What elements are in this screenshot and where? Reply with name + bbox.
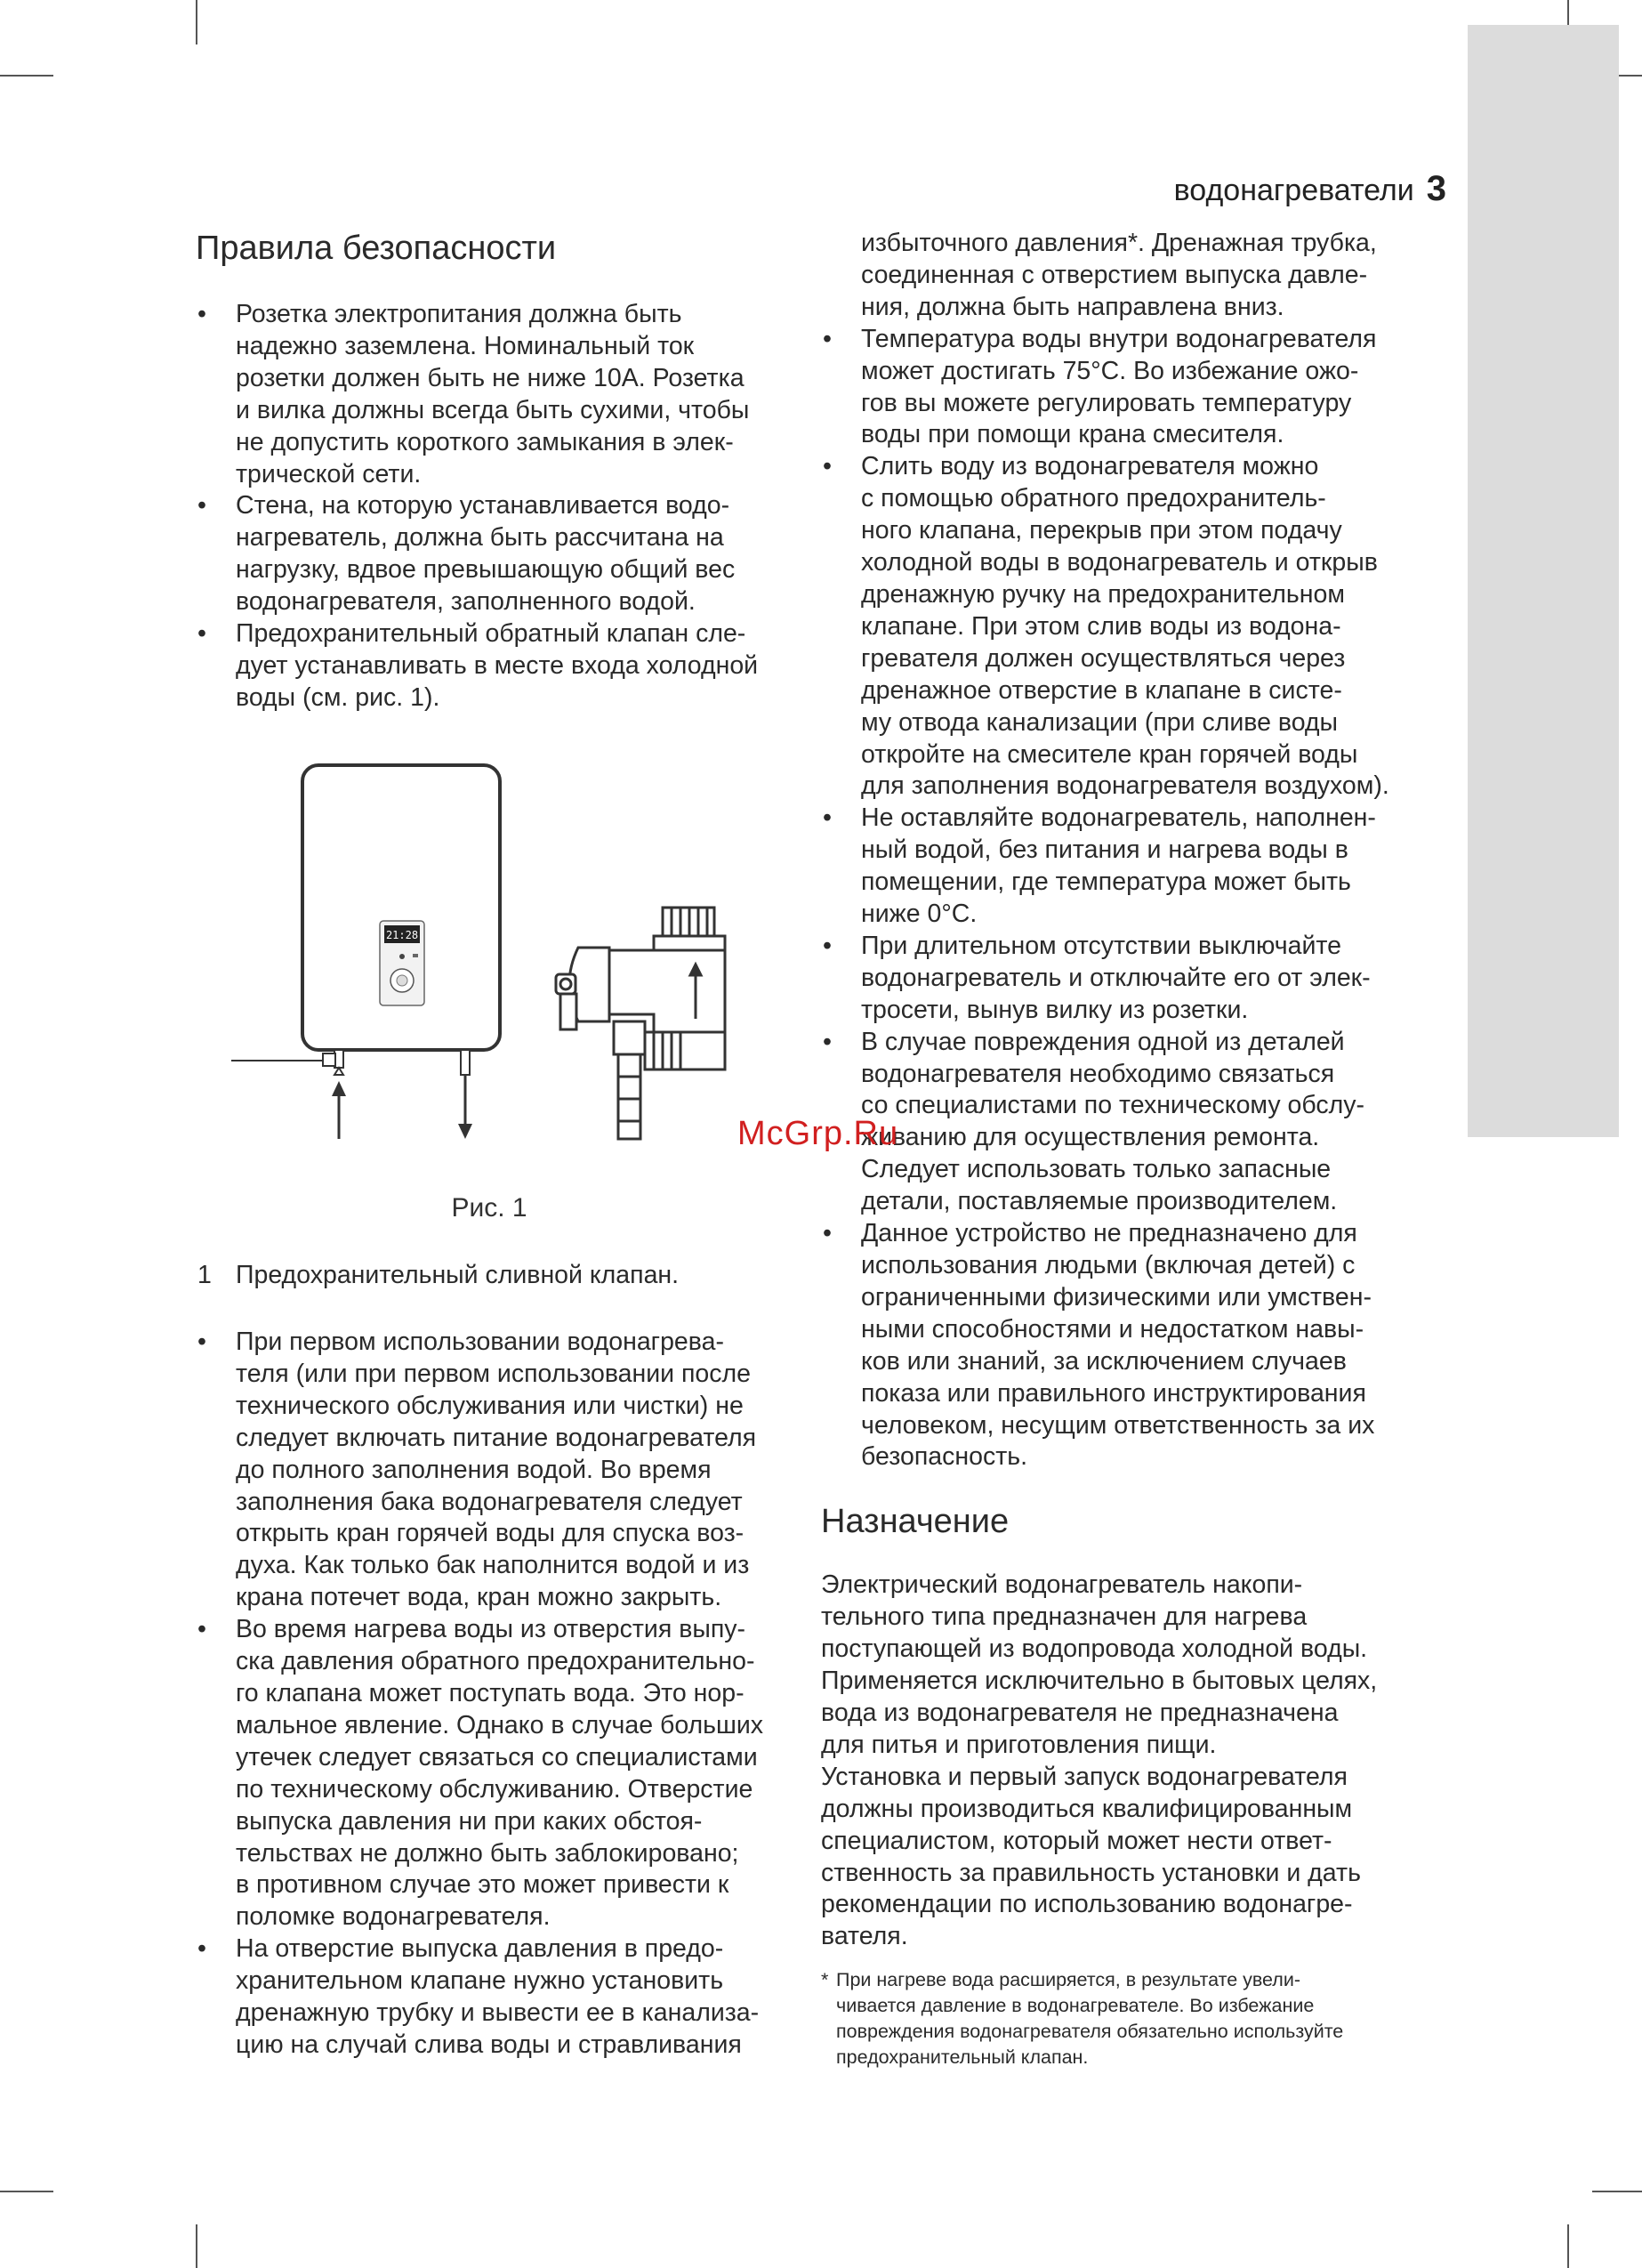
- right-column: [821, 228, 1426, 2070]
- crop-mark: [1592, 2191, 1642, 2192]
- footnote: [821, 1967, 1426, 2070]
- note-number: 1: [197, 1260, 212, 1289]
- crop-mark: [0, 75, 53, 77]
- list-item: • При первом использовании водонагрева- теля (или при первом использовании после технического обслуживания или чистки) не следует включать питание водонагревателя до полного заполнения водой. Во время заполнения бака водонагревателя следует открыть кран горячей воды для спуска воз- духа. Как только бак наполнится водой и из крана потечет вода, кран можно закрыть.: [196, 1327, 783, 1614]
- figure-water-heater: [196, 747, 783, 1157]
- valve-small: [323, 1053, 335, 1066]
- chapter-tab: [1468, 25, 1619, 1137]
- running-header: [1174, 169, 1446, 209]
- header-title: водонагреватели: [1173, 174, 1414, 207]
- purpose-paragraph: Установка и первый запуск водонагревателя должны производиться квалифицированным специалистом, который может нести ответ- ственность за правильность установки и дать рекомендации по использованию водонагре- вателя.: [821, 1762, 1361, 1951]
- icon-mark: [413, 954, 418, 957]
- list-item: • Во время нагрева воды из отверстия выпу- ска давления обратного предохранительно- го клапана может поступать вода. Это нор- мальное явление. Однако в случае больших утечек следует связаться со специалистами по техническому обслуживанию. Отверстие выпуска давления ни при каких обстоя- тельствах не должно быть заблокировано; в противном случае это может привести к поломке водонагревателя.: [196, 1614, 783, 1933]
- left-column-top: [196, 227, 783, 714]
- safety-list-right: [821, 324, 1426, 1474]
- heater-body: [302, 765, 500, 1050]
- safety-list-continued: [196, 1327, 783, 2062]
- list-item: • Розетка электропитания должна быть надежно заземлена. Номинальный ток розетки должен быть не ниже 10А. Розетка и вилка должны всегда быть сухими, чтобы не допустить короткого замыкания в элек- трической сети.: [196, 299, 783, 490]
- continued-text: избыточного давления*. Дренажная трубка, соединенная с отверстием выпуска давле- ния, должна быть направлена вниз.: [861, 229, 1377, 321]
- crop-mark: [0, 2191, 53, 2192]
- crop-mark: [1567, 2224, 1569, 2268]
- purpose-paragraph: Электрический водонагреватель накопи- тельного типа предназначен для нагрева поступающей из водопровода холодной воды. Применяется исключительно в бытовых целях, вода из водонагревателя не предназначена для питья и приготовления пищи.: [821, 1570, 1378, 1759]
- watermark: McGrp.Ru: [737, 1115, 899, 1152]
- figure-caption: Рис. 1: [451, 1193, 527, 1223]
- icon-flame: [399, 954, 405, 959]
- list-item: • Стена, на которую устанавливается водо- нагреватель, должна быть рассчитана на нагрузку, вдвое превышающую общий вес водонагревателя, заполненного водой.: [196, 490, 783, 618]
- list-item: • В случае повреждения одной из деталей водонагревателя необходимо связаться со специалистами по техническому обслу- живанию для осуществления ремонта. Следует использовать только запасные детали, поставляемые производителем.: [821, 1027, 1426, 1218]
- list-item: • Температура воды внутри водонагревателя может достигать 75°C. Во избежание ожо- гов вы можете регулировать температуру воды при помощи крана смесителя.: [821, 324, 1426, 452]
- footnote-mark: *: [821, 1969, 829, 1991]
- list-item: • Данное устройство не предназначено для использования людьми (включая детей) с ограниченными физическими или умствен- ными способностями и недостатком навы- ков или знаний, за исключением случаев показа или правильного инструктирования человеком, несущим ответственность за их безопасность.: [821, 1218, 1426, 1473]
- outlet-pipe: [461, 1050, 470, 1075]
- section-title-purpose: Назначение: [821, 1503, 1010, 1541]
- figure-note: [196, 1260, 783, 1292]
- list-item: • При длительном отсутствии выключайте водонагреватель и отключайте его от элек- тросети, вынув вилку из розетки.: [821, 931, 1426, 1027]
- list-item: • Не оставляйте водонагреватель, наполнен- ный водой, без питания и нагрева воды в помещении, где температура может быть ниже 0°C.: [821, 803, 1426, 931]
- page-number: 3: [1426, 169, 1446, 208]
- left-column-bottom: [196, 1192, 783, 1292]
- control-knob-center: [397, 975, 407, 986]
- list-item: • Предохранительный обратный клапан сле- дует устанавливать в месте входа холодной воды (см. рис. 1).: [196, 618, 783, 714]
- crop-mark: [196, 0, 197, 44]
- arrow-up-head: [332, 1081, 346, 1096]
- list-item: • Слить воду из водонагревателя можно с помощью обратного предохранитель- ного клапана, перекрыв при этом подачу холодной воды в водонагреватель и открыв дренажную ручку на предохранительном клапане. При этом слив воды из водона- гревателя должен осуществляться через дренажное отверстие в клапане в систе- му отвода канализации (при сливе воды откройте на смесителе кран горячей воды для заполнения водонагревателя воздухом).: [821, 451, 1426, 803]
- note-text: Предохранительный сливной клапан.: [236, 1260, 680, 1289]
- left-column-list-2: [196, 1327, 783, 2062]
- display-time: 21:28: [385, 929, 419, 941]
- safety-list: [196, 299, 783, 714]
- safety-valve-detail: [556, 908, 725, 1139]
- footnote-text: При нагреве вода расширяется, в результате увели- чивается давление в водонагревателе. Во избежание повреждения водонагревателя обязательно используйте предохранительный клапан.: [836, 1969, 1344, 2069]
- section-title-safety: Правила безопасности: [196, 230, 557, 267]
- crop-mark: [196, 2224, 197, 2268]
- list-item: • На отверстие выпуска давления в предо- хранительном клапане нужно установить дренажную трубку и вывести ее в канализа- цию на случай слива воды и стравливания: [196, 1933, 783, 2062]
- arrow-down-head: [458, 1124, 472, 1139]
